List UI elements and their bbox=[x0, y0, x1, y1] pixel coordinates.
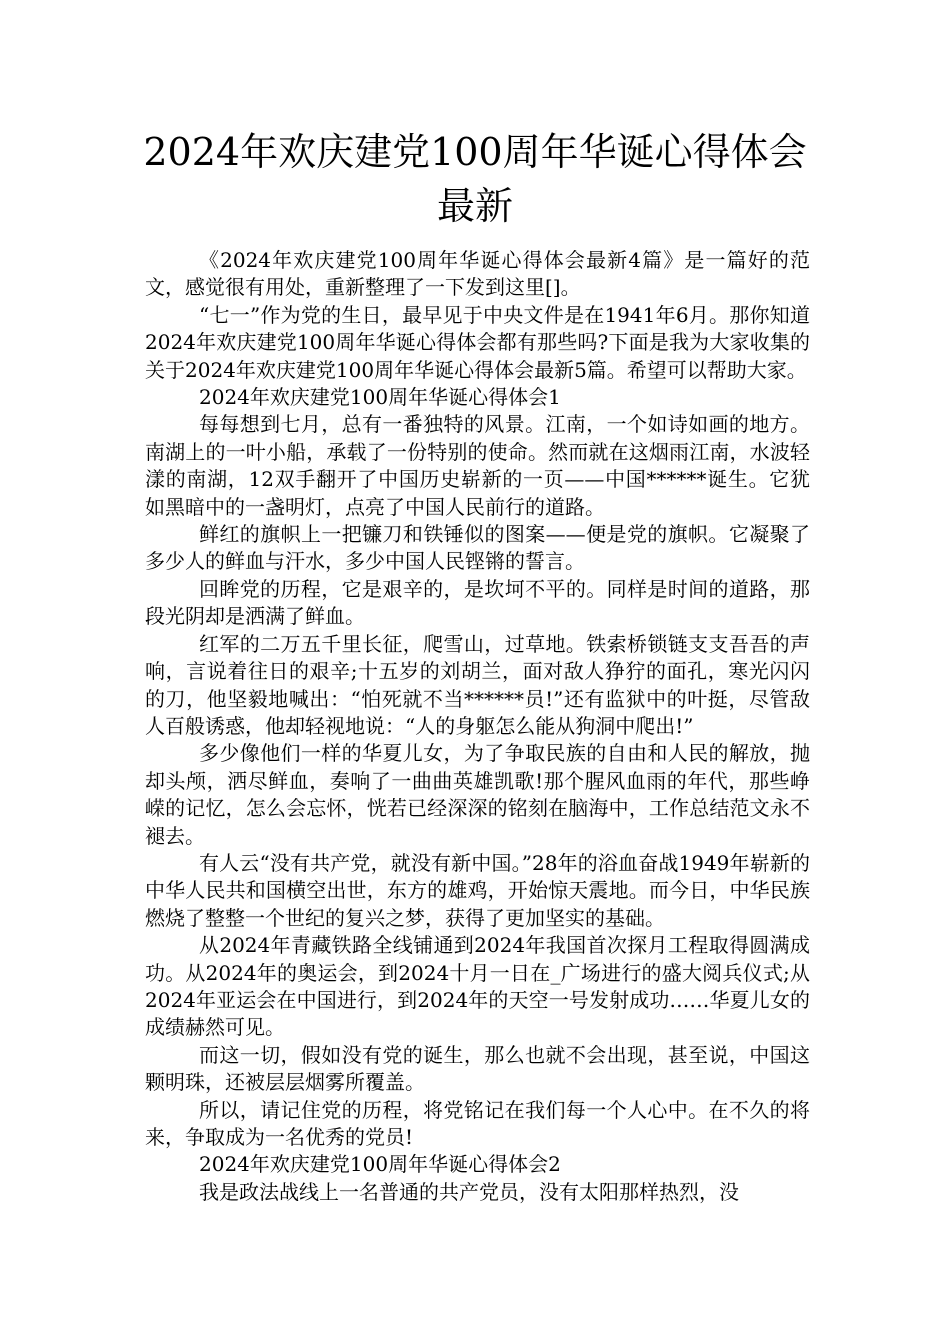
paragraph: 回眸党的历程，它是艰辛的，是坎坷不平的。同样是时间的道路，那段光阴却是洒满了鲜血。 bbox=[145, 576, 810, 629]
paragraph: 从2024年青藏铁路全线铺通到2024年我国首次探月工程取得圆满成功。从2024年的奥运会，到2024十月一日在_广场进行的盛大阅兵仪式;从2024年亚运会在中国进行，到2024年的天空一号发射成功……华夏儿女的成绩赫然可见。 bbox=[145, 933, 810, 1040]
document-body bbox=[145, 247, 810, 1206]
document-title: 2024年欢庆建党100周年华诞心得体会最新 bbox=[143, 130, 807, 228]
paragraph: 《2024年欢庆建党100周年华诞心得体会最新4篇》是一篇好的范文，感觉很有用处，重新整理了一下发到这里[]。 bbox=[145, 248, 810, 300]
paragraph: 有人云“没有共产党，就没有新中国。”28年的浴血奋战1949年崭新的中华人民共和国横空出世，东方的雄鸡，开始惊天震地。而今日，中华民族燃烧了整整一个世纪的复兴之梦，获得了更加坚实的基础。 bbox=[145, 850, 810, 930]
paragraph: 所以，请记住党的历程，将党铭记在我们每一个人心中。在不久的将来，争取成为一名优秀的党员! bbox=[145, 1097, 810, 1149]
paragraph: “七一”作为党的生日，最早见于中央文件是在1941年6月。那你知道2024年欢庆建党100周年华诞心得体会都有那些吗?下面是我为大家收集的关于2024年欢庆建党100周年华诞心得体会最新5篇。希望可以帮助大家。 bbox=[145, 302, 810, 382]
paragraph: 多少像他们一样的华夏儿女，为了争取民族的自由和人民的解放，抛却头颅，洒尽鲜血，奏响了一曲曲英雄凯歌!那个腥风血雨的年代，那些峥嵘的记忆，怎么会忘怀，恍若已经深深的铭刻在脑海中，工作总结范文永不褪去。 bbox=[145, 741, 810, 848]
paragraph: 我是政法战线上一名普通的共产党员，没有太阳那样热烈，没 bbox=[199, 1179, 739, 1204]
section-heading: 2024年欢庆建党100周年华诞心得体会2 bbox=[199, 1152, 561, 1177]
paragraph: 红军的二万五千里长征，爬雪山，过草地。铁索桥锁链支支吾吾的声响，言说着往日的艰辛;十五岁的刘胡兰，面对敌人狰狞的面孔，寒光闪闪的刀，他坚毅地喊出：“怕死就不当******员!”还有监狱中的叶挺，尽管敌人百般诱惑，他却轻视地说：“人的身躯怎么能从狗洞中爬出!” bbox=[145, 631, 810, 738]
paragraph: 鲜红的旗帜上一把镰刀和铁锤似的图案——便是党的旗帜。它凝聚了多少人的鲜血与汗水，多少中国人民铿锵的誓言。 bbox=[145, 522, 810, 574]
paragraph: 每每想到七月，总有一番独特的风景。江南，一个如诗如画的地方。南湖上的一叶小船，承载了一份特别的使命。然而就在这烟雨江南，水波轻漾的南湖，12双手翻开了中国历史崭新的一页——中国******诞生。它犹如黑暗中的一盏明灯，点亮了中国人民前行的道路。 bbox=[145, 412, 810, 519]
paragraph: 而这一切，假如没有党的诞生，那么也就不会出现，甚至说，中国这颗明珠，还被层层烟雾所覆盖。 bbox=[145, 1042, 810, 1095]
section-heading: 2024年欢庆建党100周年华诞心得体会1 bbox=[199, 385, 561, 410]
